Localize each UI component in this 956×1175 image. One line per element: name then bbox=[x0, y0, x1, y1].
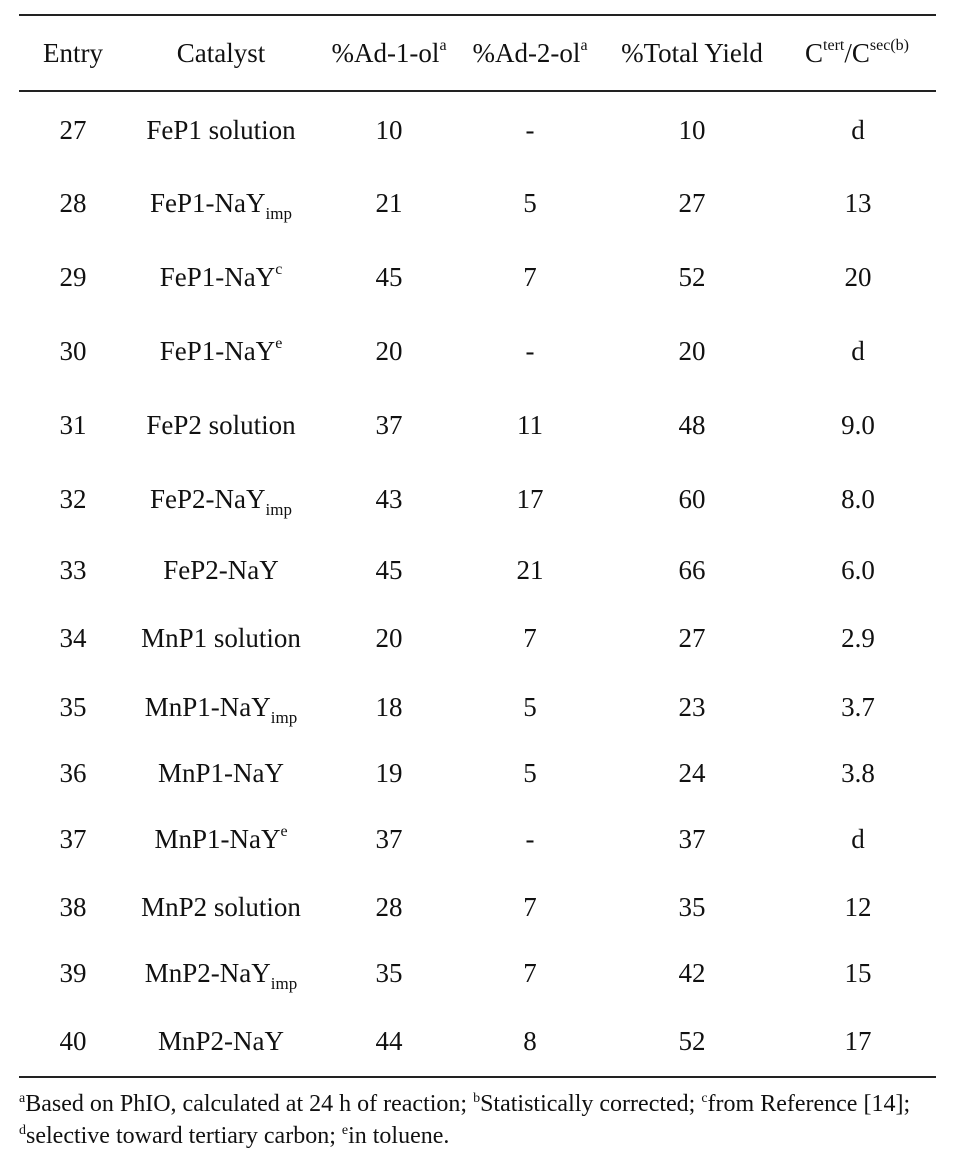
column-header-catalyst: Catalyst bbox=[176, 38, 266, 68]
catalyst-cell: MnP1-NaY$^e$ bbox=[154, 823, 288, 854]
total-yield-cell: 42 bbox=[678, 958, 706, 988]
ad1-ol-cell: 19 bbox=[375, 758, 403, 788]
selectivity-cell: 20 bbox=[844, 262, 872, 292]
selectivity-cell: 9.0 bbox=[841, 410, 875, 440]
ad2-ol-cell: 21 bbox=[516, 555, 544, 585]
catalyst-cell: MnP1 solution bbox=[141, 623, 301, 653]
column-header-total-yield: %Total Yield bbox=[621, 38, 763, 68]
ad2-ol-cell: - bbox=[525, 115, 535, 145]
ad2-ol-cell: 5 bbox=[523, 758, 537, 788]
total-yield-cell: 24 bbox=[678, 758, 706, 788]
entry-cell: 29 bbox=[59, 262, 87, 292]
catalyst-cell: MnP1-NaY bbox=[158, 758, 284, 788]
entry-cell: 28 bbox=[59, 188, 87, 218]
selectivity-cell: d bbox=[851, 824, 865, 854]
selectivity-cell: 3.7 bbox=[841, 692, 875, 722]
catalyst-cell: FeP1 solution bbox=[146, 115, 296, 145]
ad1-ol-cell: 28 bbox=[375, 892, 403, 922]
ad1-ol-cell: 45 bbox=[375, 555, 403, 585]
ad1-ol-cell: 45 bbox=[375, 262, 403, 292]
entry-cell: 34 bbox=[59, 623, 87, 653]
ad2-ol-cell: 7 bbox=[523, 958, 537, 988]
table-top-rule bbox=[19, 14, 936, 16]
catalyst-cell: FeP1-NaY$_{imp}$ bbox=[150, 188, 292, 223]
total-yield-cell: 48 bbox=[678, 410, 706, 440]
selectivity-cell: 3.8 bbox=[841, 758, 875, 788]
ad2-ol-cell: 7 bbox=[523, 262, 537, 292]
ad1-ol-cell: 18 bbox=[375, 692, 403, 722]
ad1-ol-cell: 37 bbox=[375, 824, 403, 854]
selectivity-cell: 15 bbox=[844, 958, 872, 988]
ad2-ol-cell: 7 bbox=[523, 892, 537, 922]
selectivity-cell: 12 bbox=[844, 892, 872, 922]
column-header-ad1-ol: $\%Ad-1-ol^a$ bbox=[331, 37, 447, 68]
catalyst-cell: MnP2-NaY bbox=[158, 1026, 284, 1056]
ad1-ol-cell: 44 bbox=[375, 1026, 403, 1056]
ad2-ol-cell: 17 bbox=[516, 484, 544, 514]
ad2-ol-cell: 5 bbox=[523, 188, 537, 218]
table-footnotes: $^a$Based on PhIO, calculated at 24 h of reaction; $^b$Statistically corrected; $^c$from Reference [14]; $^d$selective toward tertiary carbon; $^e$in toluene. bbox=[19, 1091, 911, 1149]
ad2-ol-cell: 5 bbox=[523, 692, 537, 722]
total-yield-cell: 23 bbox=[678, 692, 706, 722]
ad2-ol-cell: 8 bbox=[523, 1026, 537, 1056]
catalyst-cell: MnP1-NaY$_{imp}$ bbox=[144, 692, 298, 727]
total-yield-cell: 37 bbox=[678, 824, 706, 854]
total-yield-cell: 52 bbox=[678, 262, 706, 292]
total-yield-cell: 20 bbox=[678, 336, 706, 366]
entry-cell: 31 bbox=[59, 410, 87, 440]
header-bottom-rule bbox=[19, 90, 936, 92]
entry-cell: 32 bbox=[59, 484, 87, 514]
ad1-ol-cell: 10 bbox=[375, 115, 403, 145]
catalyst-cell: FeP2-NaY$_{imp}$ bbox=[150, 484, 292, 519]
ad2-ol-cell: - bbox=[525, 824, 535, 854]
selectivity-cell: 13 bbox=[844, 188, 872, 218]
selectivity-cell: 17 bbox=[844, 1026, 872, 1056]
catalyst-cell: MnP2-NaY$_{imp}$ bbox=[144, 958, 298, 993]
catalyst-cell: FeP1-NaY$^e$ bbox=[159, 335, 283, 366]
entry-cell: 35 bbox=[59, 692, 87, 722]
ad2-ol-cell: 7 bbox=[523, 623, 537, 653]
ad2-ol-cell: 11 bbox=[517, 410, 543, 440]
selectivity-cell: 6.0 bbox=[841, 555, 875, 585]
column-header-ad2-ol: $\%Ad-2-ol^a$ bbox=[472, 37, 588, 68]
entry-cell: 30 bbox=[59, 336, 87, 366]
catalyst-cell: FeP2 solution bbox=[146, 410, 296, 440]
total-yield-cell: 66 bbox=[678, 555, 706, 585]
ad1-ol-cell: 43 bbox=[375, 484, 403, 514]
total-yield-cell: 10 bbox=[678, 115, 706, 145]
entry-cell: 37 bbox=[59, 824, 87, 854]
column-header-entry: Entry bbox=[43, 38, 103, 68]
selectivity-cell: d bbox=[851, 115, 865, 145]
selectivity-cell: 8.0 bbox=[841, 484, 875, 514]
total-yield-cell: 27 bbox=[678, 188, 706, 218]
catalyst-cell: MnP2 solution bbox=[141, 892, 301, 922]
ad1-ol-cell: 20 bbox=[375, 336, 403, 366]
selectivity-cell: d bbox=[851, 336, 865, 366]
total-yield-cell: 27 bbox=[678, 623, 706, 653]
entry-cell: 33 bbox=[59, 555, 87, 585]
total-yield-cell: 52 bbox=[678, 1026, 706, 1056]
ad1-ol-cell: 20 bbox=[375, 623, 403, 653]
ad2-ol-cell: - bbox=[525, 336, 535, 366]
catalyst-cell: FeP1-NaY$^c$ bbox=[159, 261, 283, 292]
ad1-ol-cell: 21 bbox=[375, 188, 403, 218]
selectivity-cell: 2.9 bbox=[841, 623, 875, 653]
ad1-ol-cell: 37 bbox=[375, 410, 403, 440]
column-header-selectivity: $C^{tert}/C^{sec(b)}$ bbox=[805, 37, 909, 68]
entry-cell: 27 bbox=[59, 115, 87, 145]
catalyst-cell: FeP2-NaY bbox=[163, 555, 279, 585]
ad1-ol-cell: 35 bbox=[375, 958, 403, 988]
entry-cell: 38 bbox=[59, 892, 87, 922]
table-bottom-rule bbox=[19, 1076, 936, 1078]
entry-cell: 36 bbox=[59, 758, 87, 788]
total-yield-cell: 60 bbox=[678, 484, 706, 514]
entry-cell: 39 bbox=[59, 958, 87, 988]
total-yield-cell: 35 bbox=[678, 892, 706, 922]
entry-cell: 40 bbox=[59, 1026, 87, 1056]
